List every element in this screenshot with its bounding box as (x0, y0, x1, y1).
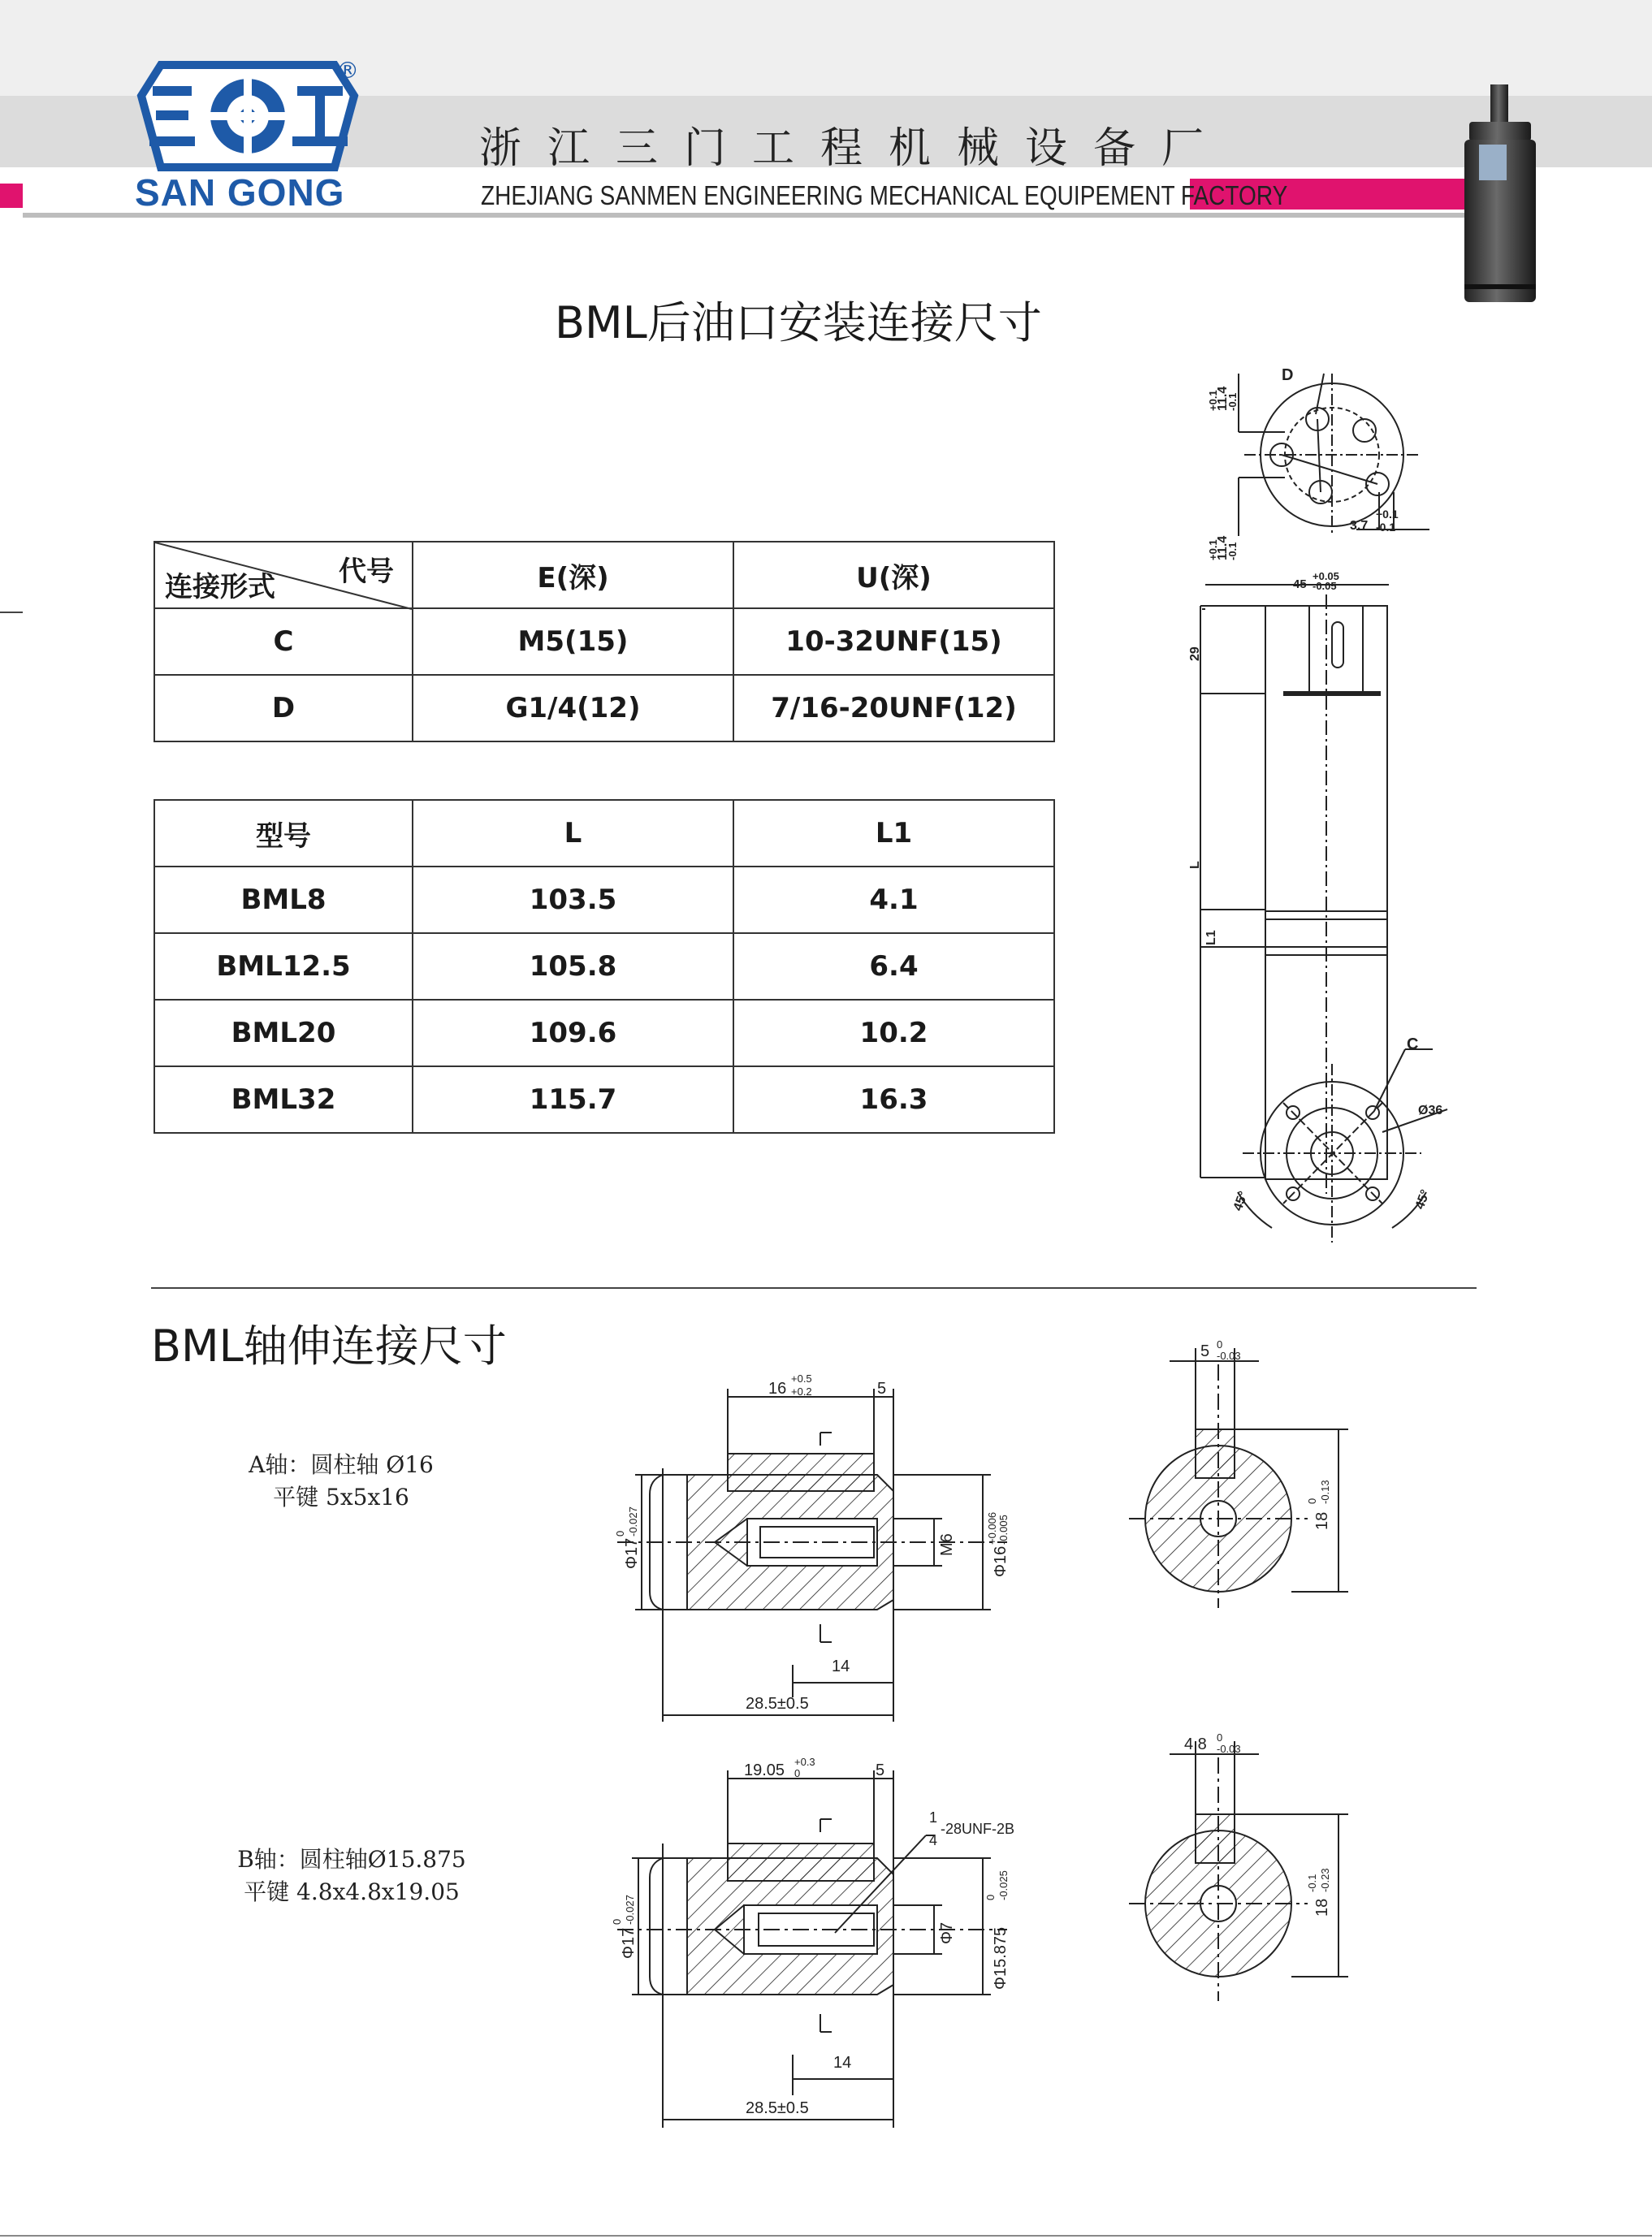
a-key-height-tol-lower: -0.13 (1319, 1480, 1331, 1504)
label-angle-left: 45° (1230, 1189, 1252, 1213)
port-table (154, 541, 1055, 742)
footer-rule (0, 2235, 1652, 2237)
port-row-d-u: 7/16-20UNF(12) (733, 675, 1054, 741)
table-row-model: BML8 (154, 867, 413, 933)
table-row-l: 103.5 (413, 867, 733, 933)
a-dia-17: Φ17 (623, 1537, 641, 1569)
header-e: E(深) (413, 542, 733, 608)
port-row-d-e: G1/4(12) (413, 675, 733, 741)
table-row-l1: 16.3 (733, 1066, 1054, 1133)
flange-view (1238, 1049, 1447, 1243)
registered-mark: ® (336, 57, 359, 84)
label-45: 45 (1293, 577, 1307, 591)
a-thread-m6: M6 (938, 1533, 956, 1556)
section2-title: BML轴伸连接尺寸 (151, 1320, 507, 1372)
a-dim-16: 16 (768, 1380, 787, 1398)
motor-product-icon (1458, 81, 1547, 309)
table-row-l: 109.6 (413, 1000, 733, 1066)
b-key-width: 4.8 (1184, 1735, 1207, 1753)
table-row-model: BML12.5 (154, 933, 413, 1000)
label-45-tol-plus: +0.05 (1313, 570, 1339, 582)
a-dim-5: 5 (877, 1380, 887, 1398)
shaft-b-line1: B轴：圆柱轴Ø15.875 (237, 1846, 466, 1873)
header-u: U(深) (733, 542, 1054, 608)
b-dia-17-tol-upper: 0 (611, 1918, 623, 1925)
a-key-height-tol-upper: 0 (1306, 1498, 1318, 1504)
label-d: D (1282, 366, 1294, 384)
b-dim-19-tol-lower: 0 (794, 1767, 801, 1779)
label-3-7-tol-plus: +0.1 (1376, 508, 1399, 521)
b-dia-17-tol-lower: -0.027 (624, 1895, 636, 1925)
section1-title: BML后油口安装连接尺寸 (555, 297, 1042, 348)
header-type-label: 连接形式 (165, 571, 275, 603)
accent-bar-left (0, 184, 23, 208)
header-l1: L1 (733, 800, 1054, 867)
label-tol-plus-top: +0.1 (1207, 390, 1219, 411)
shaft-a-line1: A轴：圆柱轴 Ø16 (249, 1451, 434, 1478)
table-row-l1: 6.4 (733, 933, 1054, 1000)
label-3-7-tol-minus: -0.1 (1376, 521, 1396, 534)
label-l: L (1188, 861, 1202, 869)
logo-text: SAN GONG (135, 171, 345, 214)
company-name-cn: 浙江三门工程机械设备厂 (479, 124, 1230, 173)
section-divider (151, 1287, 1477, 1289)
company-logo-icon (130, 57, 365, 179)
a-key-tol-lower: -0.03 (1217, 1350, 1241, 1362)
a-dia-16-tol-upper: +0.006 (986, 1511, 998, 1545)
a-dia-17-tol-lower: -0.027 (627, 1506, 639, 1537)
b-dim-28-5: 28.5±0.5 (746, 2099, 809, 2117)
label-45-tol-minus: -0.05 (1313, 580, 1337, 592)
label-tol-minus-top: -0.1 (1226, 392, 1239, 411)
company-name-en: ZHEJIANG SANMEN ENGINEERING MECHANICAL EQUIPEMENT FACTORY (481, 180, 1288, 210)
table-row-l1: 4.1 (733, 867, 1054, 933)
b-dia-15-tol-lower: -0.025 (997, 1870, 1010, 1900)
header-code-label: 代号 (339, 555, 394, 588)
a-key-height: 18 (1313, 1511, 1331, 1530)
shaft-b-note (234, 1842, 469, 1907)
a-dim-28-5: 28.5±0.5 (746, 1695, 809, 1713)
rear-port-view (1239, 374, 1429, 536)
b-key-height: 18 (1313, 1898, 1331, 1917)
a-dia-16-tol-lower: -0.005 (997, 1515, 1010, 1545)
b-dia-15-875: Φ15.875 (992, 1926, 1010, 1990)
b-thread-num: 1 (929, 1809, 938, 1826)
label-29: 29 (1188, 646, 1202, 661)
port-row-c-u: 10-32UNF(15) (733, 608, 1054, 675)
shaft-a-drawing (585, 1364, 1040, 1738)
a-dim-16-tol-upper: +0.5 (791, 1372, 812, 1385)
b-thread-den: 4 (929, 1832, 938, 1848)
b-dia-15-tol-upper: 0 (984, 1894, 997, 1900)
b-dia-17: Φ17 (620, 1927, 638, 1959)
port-row-c-type: C (154, 608, 413, 675)
label-11-4-top: 11.4 (1216, 386, 1230, 411)
a-dia-17-tol-upper: 0 (614, 1530, 626, 1537)
b-key-tol-lower: -0.03 (1217, 1743, 1241, 1755)
table-row-l: 105.8 (413, 933, 733, 1000)
motor-dimension-drawing (1188, 341, 1478, 1251)
a-dia-16: Φ16 (992, 1545, 1010, 1577)
b-dim-14: 14 (833, 2054, 852, 2072)
table-header-diagonal (154, 542, 413, 608)
port-row-c-e: M5(15) (413, 608, 733, 675)
a-dim-16-tol-lower: +0.2 (791, 1385, 812, 1398)
label-tol-plus-bottom: +0.1 (1207, 539, 1219, 560)
shaft-b-line2: 平键 4.8x4.8x19.05 (244, 1878, 460, 1905)
model-table (154, 799, 1055, 1134)
label-11-4-bottom: 11.4 (1216, 535, 1230, 560)
label-tol-minus-bottom: -0.1 (1226, 542, 1239, 560)
label-l1: L1 (1204, 930, 1218, 945)
b-thread-spec: -28UNF-2B (941, 1821, 1015, 1837)
table-row-model: BML32 (154, 1066, 413, 1133)
shaft-a-section (1080, 1332, 1389, 1624)
margin-tick (0, 612, 23, 613)
header-l: L (413, 800, 733, 867)
a-key-tol-upper: 0 (1217, 1338, 1223, 1351)
a-dim-14: 14 (832, 1658, 850, 1675)
b-key-tol-upper: 0 (1217, 1731, 1223, 1744)
motor-side-view (1200, 585, 1389, 1194)
shaft-b-drawing (585, 1746, 1040, 2136)
shaft-a-line2: 平键 5x5x16 (273, 1484, 409, 1511)
b-dim-5: 5 (876, 1761, 885, 1779)
table-row-l: 115.7 (413, 1066, 733, 1133)
b-key-height-tol-upper: -0.1 (1306, 1874, 1318, 1892)
shaft-a-note (244, 1447, 439, 1512)
label-3-7: 3.7 (1350, 519, 1369, 533)
label-angle-right: 45° (1412, 1187, 1434, 1212)
b-dia-7: Φ7 (938, 1921, 956, 1944)
table-row-l1: 10.2 (733, 1000, 1054, 1066)
b-key-height-tol-lower: -0.23 (1319, 1868, 1331, 1892)
header-model: 型号 (154, 800, 413, 867)
shaft-b-section (1080, 1725, 1389, 2034)
label-c: C (1407, 1035, 1419, 1053)
b-dim-19-tol-upper: +0.3 (794, 1756, 815, 1768)
a-key-width: 5 (1200, 1342, 1210, 1360)
b-dim-19-05: 19.05 (744, 1761, 785, 1779)
table-row-model: BML20 (154, 1000, 413, 1066)
port-row-d-type: D (154, 675, 413, 741)
label-dia-36: Ø36 (1418, 1104, 1443, 1117)
